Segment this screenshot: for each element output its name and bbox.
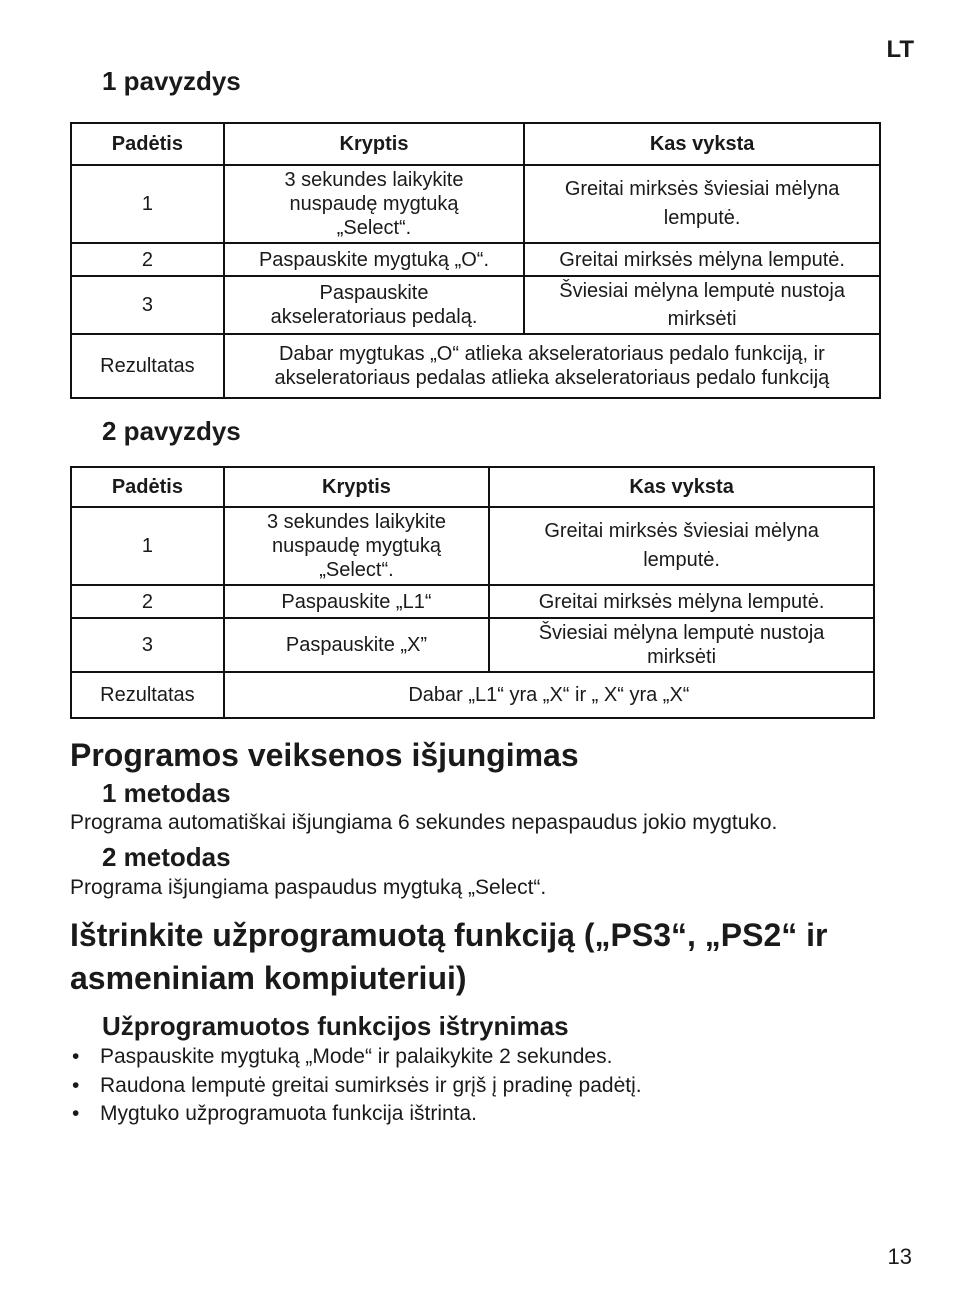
- section-delete-title-line2: asmeniniam kompiuteriui): [70, 960, 467, 996]
- cell-result: Greitai mirksės šviesiai mėlyna lemputė.: [524, 165, 880, 243]
- table-row: [71, 276, 880, 334]
- result-label: Rezultatas: [71, 334, 224, 398]
- table-row: [71, 618, 874, 672]
- table-result-row: [71, 334, 880, 398]
- table-row: [71, 585, 874, 618]
- list-item: • Raudona lemputė greitai sumirksės ir grįš į pradinę padėtį.: [70, 1072, 890, 1101]
- cell-result: Greitai mirksės mėlyna lemputė.: [524, 243, 880, 276]
- example1-heading: 1 pavyzdys: [102, 66, 241, 96]
- page-number: 13: [887, 1244, 912, 1269]
- cell-direction: 3 sekundes laikykite nuspaudę mygtuką „Select“.: [224, 507, 489, 585]
- language-code: LT: [886, 36, 914, 63]
- table-row: [71, 165, 880, 243]
- header-what-happens: Kas vyksta: [524, 123, 880, 165]
- section-exit-title: Programos veiksenos išjungimas: [70, 737, 579, 773]
- cell-direction: Paspauskite akseleratoriaus pedalą.: [224, 276, 524, 334]
- method1-text: Programa automatiškai išjungiama 6 sekundes nepaspaudus jokio mygtuko.: [70, 811, 778, 834]
- cell-direction: Paspauskite mygtuką „O“.: [224, 243, 524, 276]
- cell-position: 1: [71, 165, 224, 243]
- header-what-happens: Kas vyksta: [489, 467, 874, 507]
- section-delete-subtitle: Užprogramuotos funkcijos ištrynimas: [102, 1011, 569, 1041]
- result-text: Dabar mygtukas „O“ atlieka akseleratoriaus pedalo funkciją, ir akseleratoriaus pedalas atlieka akseleratoriaus pedalo funkciją: [224, 334, 880, 398]
- list-item: • Paspauskite mygtuką „Mode“ ir palaikykite 2 sekundes.: [70, 1043, 890, 1072]
- header-direction: Kryptis: [224, 123, 524, 165]
- result-label: Rezultatas: [71, 672, 224, 718]
- cell-position: 2: [71, 243, 224, 276]
- cell-direction: Paspauskite „X”: [224, 618, 489, 672]
- result-text: Dabar „L1“ yra „X“ ir „ X“ yra „X“: [224, 672, 874, 718]
- header-position: Padėtis: [71, 467, 224, 507]
- cell-direction: Paspauskite „L1“: [224, 585, 489, 618]
- method2-text: Programa išjungiama paspaudus mygtuką „Select“.: [70, 876, 547, 899]
- cell-result: Greitai mirksės mėlyna lemputė.: [489, 585, 874, 618]
- cell-result: Šviesiai mėlyna lemputė nustoja mirksėti: [524, 276, 880, 334]
- header-position: Padėtis: [71, 123, 224, 165]
- header-direction: Kryptis: [224, 467, 489, 507]
- table-row: [71, 243, 880, 276]
- cell-direction: 3 sekundes laikykite nuspaudę mygtuką „Select“.: [224, 165, 524, 243]
- method1-title: 1 metodas: [102, 778, 231, 808]
- section-delete-title-line1: Ištrinkite užprogramuotą funkciją („PS3“, „PS2“ ir: [70, 917, 828, 953]
- cell-result: Šviesiai mėlyna lemputė nustoja mirksėti: [489, 618, 874, 672]
- table-result-row: [71, 672, 874, 718]
- cell-position: 3: [71, 276, 224, 334]
- table-header-row: [71, 467, 874, 507]
- example2-table: [70, 466, 875, 719]
- cell-position: 2: [71, 585, 224, 618]
- list-item: • Mygtuko užprogramuota funkcija ištrinta.: [70, 1100, 890, 1129]
- delete-steps-list: [70, 1043, 890, 1129]
- cell-result: Greitai mirksės šviesiai mėlyna lemputė.: [489, 507, 874, 585]
- table-row: [71, 507, 874, 585]
- method2-title: 2 metodas: [102, 842, 231, 872]
- table-header-row: [71, 123, 880, 165]
- example2-heading: 2 pavyzdys: [102, 416, 241, 446]
- cell-position: 1: [71, 507, 224, 585]
- cell-position: 3: [71, 618, 224, 672]
- example1-table: [70, 122, 881, 399]
